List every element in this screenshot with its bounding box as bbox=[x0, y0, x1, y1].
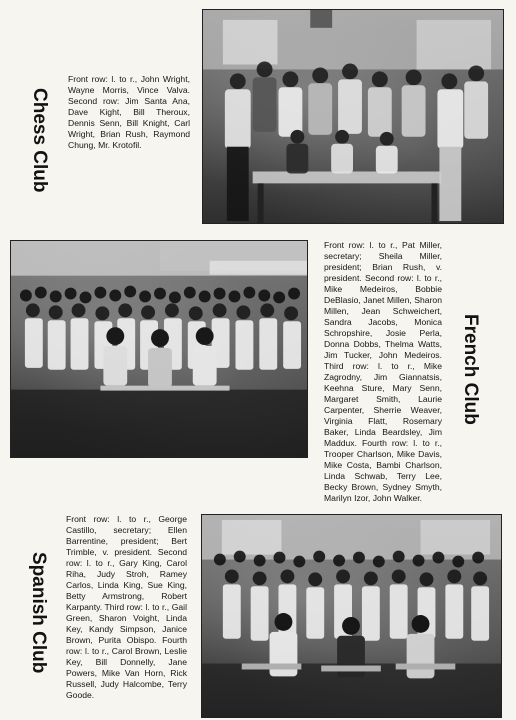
chess-club-title: Chess Club bbox=[29, 88, 50, 193]
french-club-photo-shapes bbox=[11, 241, 307, 457]
chess-club-caption: Front row: l. to r., John Wright, Wayne Morris, Vince Valva. Second row: Jim Santa Ana, Dave Kight, Bill Theroux, Dennis Senn, Bill Knight, Carl Wright, Brian Rush, Raymond Chung, Mr. Krotofil. bbox=[68, 74, 190, 150]
french-club-caption: Front row: l. to r., Pat Miller, secretary; Sheila Miller, president; Brian Rush, v. president. Second row: l. to r., Mike Medeiros, Bobbie DeBlasio, Janet Millen, Sharon Millen, Jean Schweichert, Sandra Jacobs, Monica Schropshire, Josie Perla, Donna Dobbs, Thelma Watts, Jim Tucker, John Medeiros. Third row: l. to r., Mike Zagrodny, Jim Giannatsis, Keehna Sture, Mary Senn, Margaret Smith, Laurie Carpenter, Sherrie Weaver, Virginia Flatt, Rosemary Baker, Linda Beardsley, Jim Maddux. Fourth row: l. to r., Trooper Charlson, Mike Davis, Mike Costa, Bambi Charlson, Linda Schwab, Terry Lee, Becky Brown, Sydney Smyth, Marilyn Izor, John Walker. bbox=[324, 240, 442, 503]
french-club-title: French Club bbox=[460, 314, 481, 425]
spanish-club-caption: Front row: l. to r., George Castillo, secretary; Ellen Barrentine, president; Bert Trimble, v. president. Second row: l. to r., Gary King, Carol Riha, Judy Stroh, Ramey Carlos, Linda King, Sue King, Betty Armstrong, Robert Karpanty. Third row: l. to r., Gail Green, Sharon Voight, Linda Key, Kandy Simpson, Janice Brown, Purita Obispo. Fourth row: l. to r., Carol Brown, Leslie Key, Bill Donnelly, Jane Powers, Mike Van Horn, Rick Russell, Judy Halcombe, Terry Goode. bbox=[66, 514, 187, 700]
spanish-club-title: Spanish Club bbox=[28, 552, 49, 674]
chess-club-photo bbox=[202, 9, 504, 224]
spanish-club-photo-shapes bbox=[202, 515, 501, 717]
french-club-photo bbox=[10, 240, 308, 458]
chess-club-photo-shapes bbox=[203, 10, 503, 223]
spanish-club-photo bbox=[201, 514, 502, 718]
